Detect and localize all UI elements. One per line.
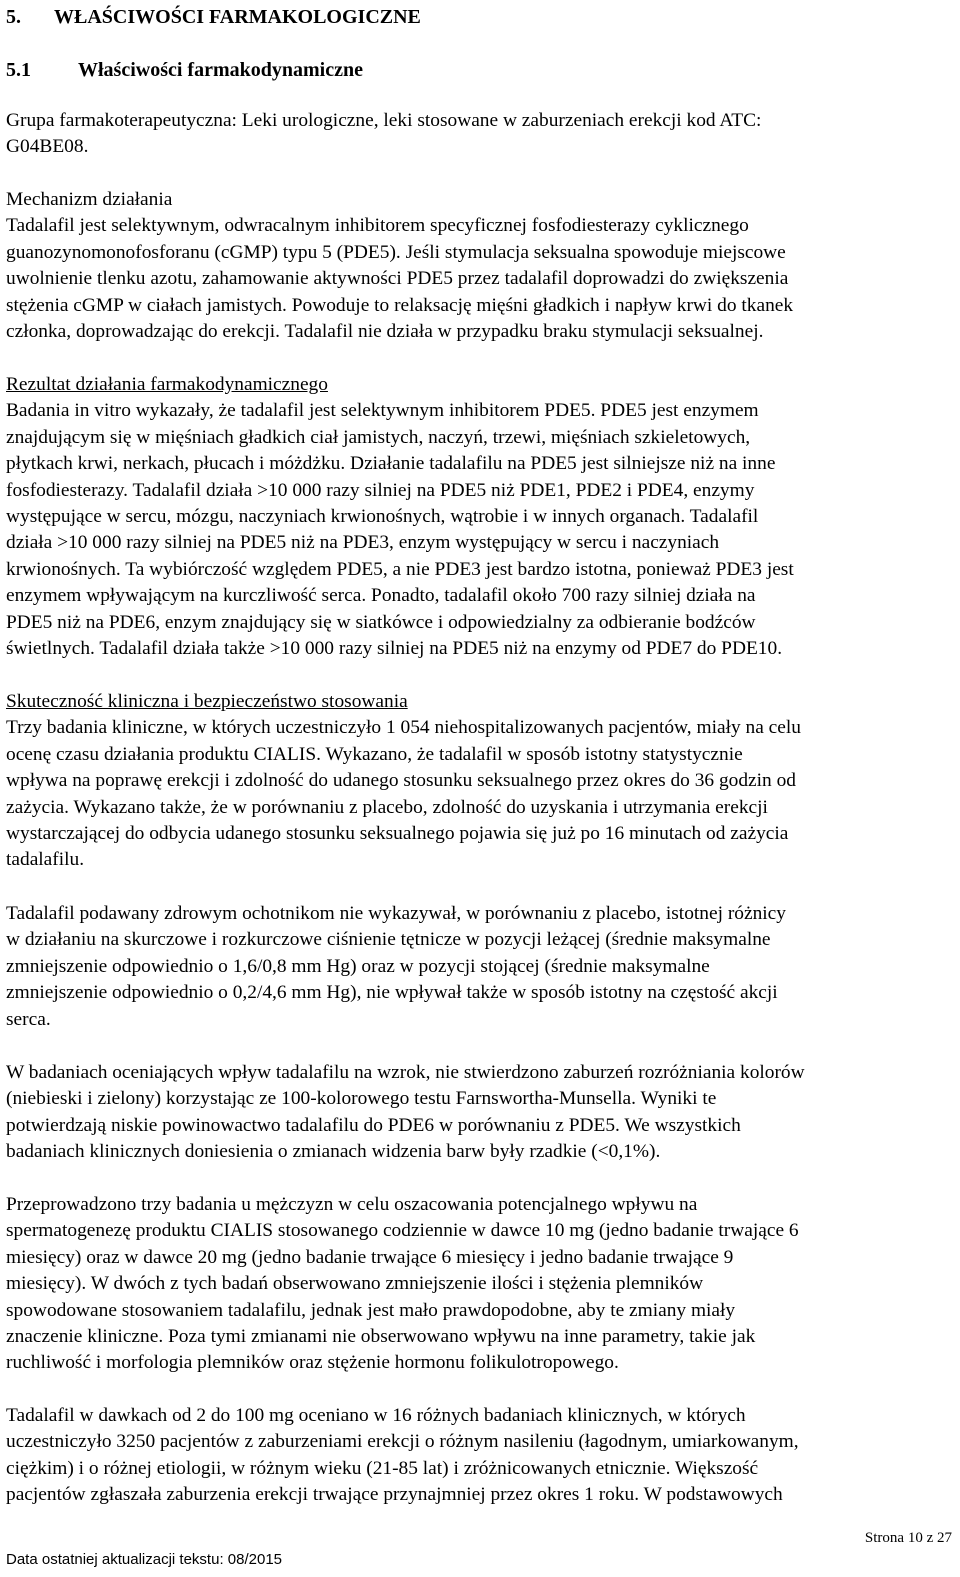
- text-line: znajdującym się w mięśniach gładkich ciał jamistych, naczyń, trzewi, mięśniach szkieletowych,: [6, 426, 751, 448]
- efficacy-heading: Skuteczność kliniczna i bezpieczeństwo stosowania: [6, 691, 408, 712]
- page-number: Strona 10 z 27: [864, 1530, 952, 1546]
- text-line: tadalafilu.: [6, 849, 85, 871]
- text-line: G04BE08.: [6, 136, 89, 158]
- text-line: guanozynomonofosforanu (cGMP) typu 5 (PDE5). Jeśli stymulacja seksualna spowoduje miejscowe: [6, 241, 786, 263]
- text-line: spermatogenezę produktu CIALIS stosowanego codziennie w dawce 10 mg (jedno badanie trwające 6: [6, 1220, 799, 1242]
- text-line: zmniejszenie odpowiednio o 0,2/4,6 mm Hg), nie wpływał także w sposób istotny na częstość akcji: [6, 982, 778, 1004]
- text-line: enzymem wpływającym na kurczliwość serca. Ponadto, tadalafil około 700 razy silniej działa na: [6, 585, 756, 607]
- pharmacodynamic-effect-section: [6, 372, 951, 662]
- section-title: WŁAŚCIWOŚCI FARMAKOLOGICZNE: [54, 6, 421, 28]
- text-line: spowodowane stosowaniem tadalafilu, jednak jest mało prawdopodobne, aby te zmiany miały: [6, 1299, 736, 1321]
- spermatogenesis-paragraph: [6, 1192, 951, 1377]
- text-line: potwierdzają niskie powinowactwo tadalafilu do PDE6 w porównaniu z PDE5. We wszystkich: [6, 1114, 741, 1136]
- text-line: członka, doprowadzając do erekcji. Tadalafil nie działa w przypadku braku stymulacji seksualnej.: [6, 321, 764, 343]
- text-line: ruchliwość i morfologia plemników oraz stężenie hormonu folikulotropowego.: [6, 1352, 619, 1374]
- text-line: uczestniczyło 3250 pacjentów z zaburzeniami erekcji o różnym nasileniu (łagodnym, umiarkowanym,: [6, 1431, 799, 1453]
- vision-paragraph: [6, 1060, 951, 1166]
- text-line: PDE5 niż na PDE6, enzym znajdujący się w siatkówce i odpowiedzialny za odbieranie bodźców: [6, 611, 756, 633]
- text-line: Badania in vitro wykazały, że tadalafil jest selektywnym inhibitorem PDE5. PDE5 jest enzymem: [6, 400, 759, 422]
- text-line: Przeprowadzono trzy badania u mężczyzn w celu oszacowania potencjalnego wpływu na: [6, 1194, 698, 1215]
- subsection-heading: [6, 57, 363, 83]
- text-line: ocenę czasu działania produktu CIALIS. Wykazano, że tadalafil w sposób istotny statystycznie: [6, 743, 743, 765]
- text-line: Grupa farmakoterapeutyczna: Leki urologiczne, leki stosowane w zaburzeniach erekcji kod ATC:: [6, 110, 762, 131]
- section-number: 5.: [6, 6, 21, 28]
- text-line: badaniach klinicznych doniesienia o zmianach widzenia barw były rzadkie (<0,1%).: [6, 1141, 661, 1163]
- text-line: znaczenie kliniczne. Poza tymi zmianami nie obserwowano wpływu na inne parametry, takie jak: [6, 1326, 756, 1348]
- text-line: uwolnienie tlenku azotu, zahamowanie aktywności PDE5 przez tadalafil doprowadzi do zwiększenia: [6, 268, 789, 290]
- text-line: Tadalafil podawany zdrowym ochotnikom nie wykazywał, w porównaniu z placebo, istotnej różnicy: [6, 903, 786, 924]
- text-line: występujące w sercu, mózgu, naczyniach krwionośnych, wątrobie i w innych organach. Tadalafil: [6, 506, 759, 528]
- text-line: działa >10 000 razy silniej na PDE5 niż na PDE3, enzym występujący w sercu i naczyniach: [6, 532, 720, 554]
- dose-studies-paragraph: [6, 1403, 951, 1509]
- text-line: wpływa na poprawę erekcji i zdolność do udanego stosunku seksualnego przez okres do 36 godzin od: [6, 770, 796, 792]
- last-update-date: Data ostatniej aktualizacji tekstu: 08/2015: [6, 1551, 282, 1568]
- text-line: wystarczającej do odbycia udanego stosunku seksualnego pojawia się już po 16 minutach od zażycia: [6, 823, 789, 845]
- text-line: stężenia cGMP w ciałach jamistych. Powoduje to relaksację mięśni gładkich i napływ krwi do tkanek: [6, 294, 794, 316]
- section-heading: [6, 4, 421, 30]
- subsection-number: 5.1: [6, 59, 31, 81]
- efficacy-section: [6, 689, 951, 874]
- text-line: Tadalafil w dawkach od 2 do 100 mg oceniano w 16 różnych badaniach klinicznych, w których: [6, 1405, 746, 1426]
- subsection-title: Właściwości farmakodynamiczne: [78, 59, 363, 81]
- text-line: zmniejszenie odpowiednio o 1,6/0,8 mm Hg) oraz w pozycji stojącej (średnie maksymalne: [6, 955, 710, 977]
- text-line: miesięcy). W dwóch z tych badań obserwowano zmniejszenie ilości i stężenia plemników: [6, 1273, 704, 1295]
- text-line: krwionośnych. Ta wybiórczość względem PDE5, a nie PDE3 jest bardzo istotna, ponieważ PDE3 jest: [6, 558, 794, 580]
- blood-pressure-paragraph: [6, 901, 951, 1033]
- text-line: pacjentów zgłaszała zaburzenia erekcji trwające przynajmniej przez okres 1 roku. W podstawowych: [6, 1484, 783, 1506]
- text-line: serca.: [6, 1008, 51, 1030]
- text-line: ciężkim) i o różnej etiologii, w różnym wieku (21-85 lat) i zróżnicowanych etnicznie. Większość: [6, 1457, 759, 1479]
- text-line: w działaniu na skurczowe i rozkurczowe ciśnienie tętnicze w pozycji leżącej (średnie maksymalne: [6, 929, 771, 951]
- text-line: Tadalafil jest selektywnym, odwracalnym inhibitorem specyficznej fosfodiesterazy cyklicznego: [6, 215, 749, 237]
- text-line: Trzy badania kliniczne, w których uczestniczyło 1 054 niehospitalizowanych pacjentów, miały na celu: [6, 717, 801, 739]
- text-line: miesięcy) oraz w dawce 20 mg (jedno badanie trwające 6 miesięcy i jedno badanie trwające 9: [6, 1246, 734, 1268]
- text-line: (niebieski i zielony) korzystając ze 100-kolorowego testu Farnswortha-Munsella. Wyniki te: [6, 1088, 717, 1110]
- text-line: zażycia. Wykazano także, że w porównaniu z placebo, zdolność do uzyskania i utrzymania erekcji: [6, 796, 768, 818]
- pharmacodynamic-effect-heading: Rezultat działania farmakodynamicznego: [6, 374, 328, 395]
- text-line: fosfodiesterazy. Tadalafil działa >10 000 razy silniej na PDE5 niż PDE1, PDE2 i PDE4, enzymy: [6, 479, 755, 501]
- mechanism-section: [6, 187, 951, 345]
- pharmacotherapeutic-group-paragraph: [6, 108, 951, 161]
- text-line: W badaniach oceniających wpływ tadalafilu na wzrok, nie stwierdzono zaburzeń rozróżniania kolorów: [6, 1062, 805, 1083]
- mechanism-heading: Mechanizm działania: [6, 189, 173, 210]
- text-line: świetlnych. Tadalafil działa także >10 000 razy silniej na PDE5 niż na enzymy od PDE7 do PDE10.: [6, 638, 783, 660]
- text-line: płytkach krwi, nerkach, płucach i móżdżku. Działanie tadalafilu na PDE5 jest silniejsze niż na inne: [6, 453, 776, 475]
